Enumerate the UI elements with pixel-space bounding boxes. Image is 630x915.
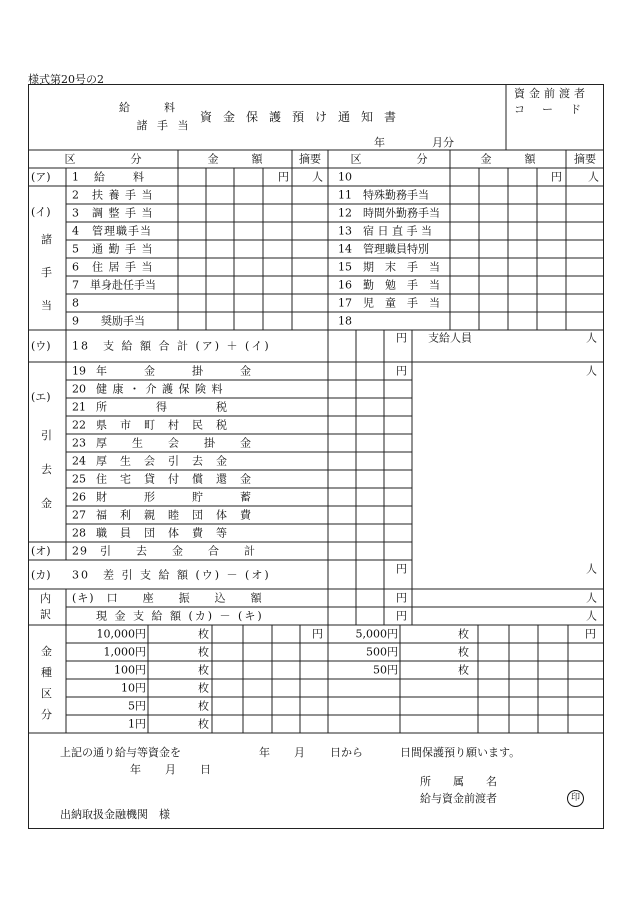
row-no: 19 — [72, 364, 86, 378]
row-hikisarikin-gokei: 29 引 去 金 合 計 — [72, 544, 256, 558]
request-gatsu: 月 — [294, 746, 305, 759]
denom-10000: 10,000円 — [96, 627, 146, 641]
unit-yen: 円 — [396, 609, 407, 623]
header-tekiyo-right: 摘要 — [574, 152, 596, 166]
header-kingaku-left: 金 額 — [207, 152, 263, 166]
date-gatsu: 月 — [165, 763, 176, 776]
row-kenko: 健 康 ・ 介 護 保 険 料 — [96, 382, 224, 396]
row-no: 27 — [72, 508, 86, 522]
row-jukyo: 6 住 居 手 当 — [72, 260, 154, 274]
title-month: 月分 — [432, 136, 454, 149]
unit-mai: 枚 — [198, 645, 209, 659]
row-no: 23 — [72, 436, 86, 450]
request-nen: 年 — [259, 746, 270, 759]
row-shikyu-gokei: 18 支 給 額 合 計 (ア) ＋ (イ) — [72, 339, 271, 353]
unit-nin: 人 — [586, 562, 597, 576]
denom-5000: 5,000円 — [355, 627, 398, 641]
denom-1: 1円 — [128, 717, 146, 731]
unit-mai: 枚 — [198, 699, 209, 713]
unit-mai: 枚 — [458, 663, 469, 677]
row-no: 28 — [72, 526, 86, 540]
group-o: (オ) — [31, 544, 51, 558]
unit-mai: 枚 — [198, 681, 209, 695]
row-shorei: 9 奨励手当 — [72, 314, 145, 328]
row-koseikai-hiki: 厚 生 会 引 去 金 — [96, 454, 228, 468]
denom-500: 500円 — [366, 645, 398, 659]
row-no: 26 — [72, 490, 86, 504]
denom-100: 100円 — [114, 663, 146, 677]
row-nenkin: 年 金 掛 金 — [96, 364, 252, 378]
row-kanrishoku: 4 管理職手当 — [72, 224, 152, 238]
denom-50: 50円 — [373, 663, 398, 677]
row-no: 25 — [72, 472, 86, 486]
unit-yen: 円 — [312, 627, 323, 641]
title-main: 資金保護預け通知書 — [200, 110, 408, 124]
code-box-label: 資金前渡者 — [514, 87, 589, 100]
code-box-label-code: コ ー ド — [514, 103, 584, 116]
denomination-char: 区 — [41, 687, 52, 700]
request-suffix: 日間保護預り願います。 — [400, 746, 521, 759]
uchiwake-char: 訳 — [40, 608, 51, 621]
row-genkin-shikyu: 現 金 支 給 額 (カ) － (キ) — [96, 609, 264, 623]
shikyu-jinin-label: 支給人員 — [428, 331, 472, 345]
addressee: 出納取扱金融機関 様 — [60, 808, 170, 821]
row-chosei: 3 調 整 手 当 — [72, 206, 154, 220]
row-jutaku: 住 宅 貸 付 償 還 金 — [96, 472, 252, 486]
header-tekiyo-left: 摘要 — [299, 152, 321, 166]
row-no: 24 — [72, 454, 86, 468]
denomination-char: 金 — [41, 645, 52, 658]
unit-yen: 円 — [585, 627, 596, 641]
denom-5: 5円 — [128, 699, 146, 713]
row-koza-furikomi: (キ) 口 座 振 込 額 — [72, 591, 263, 605]
row-kinben: 16 勤 勉 手 当 — [338, 278, 440, 292]
unit-yen: 円 — [396, 331, 407, 345]
header-kubun-left: 区 分 — [64, 152, 142, 166]
row-zaikei: 財 形 貯 蓄 — [96, 490, 252, 504]
row-sashihiki: 30 差 引 支 給 額 (ウ) － (オ) — [72, 568, 271, 582]
header-kingaku-right: 金 額 — [480, 152, 536, 166]
row-18: 18 — [338, 314, 352, 328]
title-year: 年 — [374, 136, 385, 149]
header-kubun-right: 区 分 — [350, 152, 428, 166]
title-kyuryo: 給 料 — [119, 101, 179, 114]
row-no: 22 — [72, 418, 86, 432]
row-koseikai-kake: 厚 生 会 掛 金 — [96, 436, 252, 450]
group-u: (ウ) — [31, 339, 51, 353]
maewatashi-label: 給与資金前渡者 — [420, 792, 497, 805]
row-no: 21 — [72, 400, 86, 414]
form-code: 様式第20号の2 — [28, 73, 104, 86]
row-kanrishokuin: 14 管理職員特別 — [338, 242, 429, 256]
group-i-char: 手 — [41, 266, 52, 279]
group-a: (ア) — [31, 170, 51, 184]
group-i-char: 当 — [41, 299, 52, 312]
group-e-char: 金 — [41, 497, 52, 510]
unit-yen: 円 — [396, 562, 407, 576]
group-i: (イ) — [31, 205, 51, 219]
unit-nin: 人 — [588, 170, 599, 184]
row-8: 8 — [72, 296, 79, 310]
notice-form — [28, 84, 604, 829]
unit-nin: 人 — [586, 331, 597, 345]
date-hi: 日 — [200, 763, 211, 776]
unit-nin: 人 — [586, 591, 597, 605]
date-nen: 年 — [130, 763, 141, 776]
row-kyuryo: 1 給 料 — [72, 170, 146, 184]
row-fuyo: 2 扶 養 手 当 — [72, 188, 154, 202]
unit-mai: 枚 — [198, 663, 209, 677]
denom-1000: 1,000円 — [103, 645, 146, 659]
unit-nin: 人 — [586, 364, 597, 378]
unit-mai: 枚 — [198, 627, 209, 641]
title-shoteate: 諸 手 当 — [136, 119, 192, 132]
group-i-char: 諸 — [41, 233, 52, 246]
unit-mai: 枚 — [458, 627, 469, 641]
shozoku-label: 所 属 名 — [420, 775, 497, 788]
uchiwake-char: 内 — [40, 592, 51, 605]
row-jido: 17 児 童 手 当 — [338, 296, 440, 310]
request-prefix: 上記の通り給与等資金を — [60, 746, 181, 759]
group-ka: (カ) — [31, 568, 51, 582]
denomination-char: 分 — [41, 708, 52, 721]
unit-nin: 人 — [312, 170, 323, 184]
row-kimatsu: 15 期 末 手 当 — [338, 260, 440, 274]
unit-yen: 円 — [551, 170, 562, 184]
denomination-char: 種 — [41, 666, 52, 679]
unit-mai: 枚 — [198, 717, 209, 731]
seal-mark: 印 — [567, 790, 584, 807]
row-jikangai: 12 時間外勤務手当 — [338, 206, 440, 220]
denom-10: 10円 — [121, 681, 146, 695]
row-tokushu: 11 特殊勤務手当 — [338, 188, 429, 202]
group-e-char: 引 — [41, 429, 52, 442]
unit-mai: 枚 — [458, 645, 469, 659]
unit-nin: 人 — [586, 609, 597, 623]
row-tsukin: 5 通 勤 手 当 — [72, 242, 154, 256]
row-no: 20 — [72, 382, 86, 396]
request-hi-kara: 日から — [330, 746, 363, 759]
group-e-char: 去 — [41, 463, 52, 476]
unit-yen: 円 — [396, 591, 407, 605]
row-shotoku: 所 得 税 — [96, 400, 228, 414]
unit-yen: 円 — [396, 364, 407, 378]
row-juminzei: 県 市 町 村 民 税 — [96, 418, 228, 432]
group-e: (エ) — [31, 390, 51, 404]
row-tanshin: 7 単身赴任手当 — [72, 278, 156, 292]
unit-yen: 円 — [278, 170, 289, 184]
row-fukuri: 福 利 親 睦 団 体 費 — [96, 508, 252, 522]
row-shokuin-dantai: 職 員 団 体 費 等 — [96, 526, 228, 540]
row-shukujitsu: 13 宿 日 直 手 当 — [338, 224, 432, 238]
row-10: 10 — [338, 170, 352, 184]
